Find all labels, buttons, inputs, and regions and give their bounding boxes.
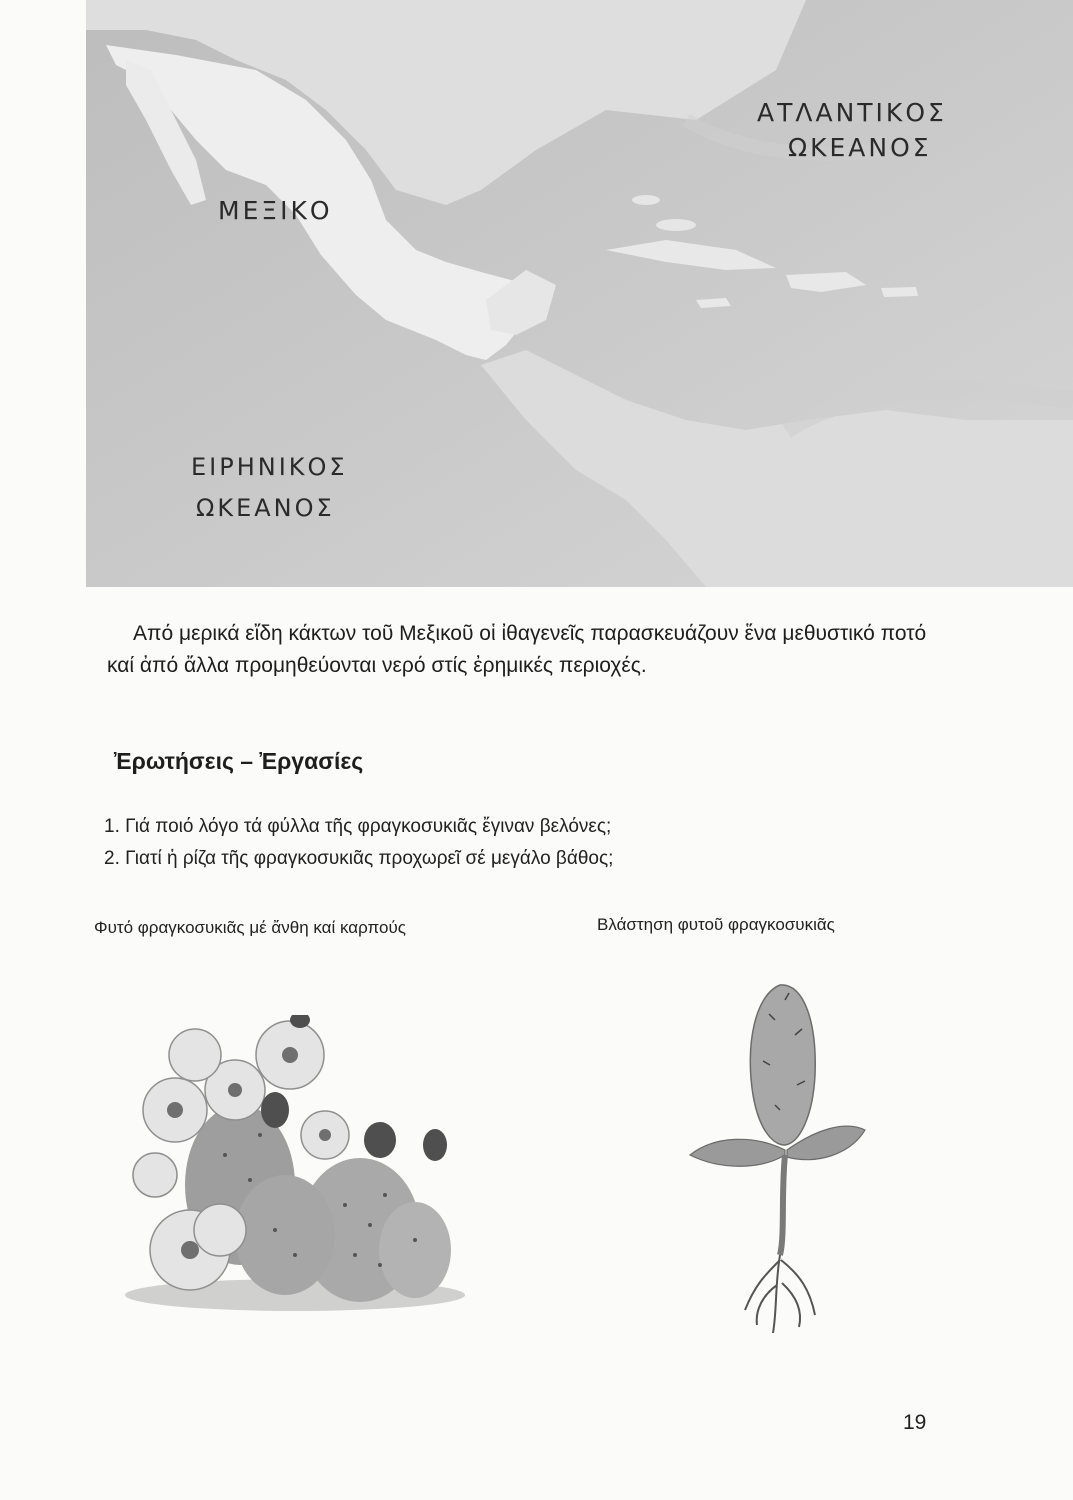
map-label-pacific-line2: ΩΚΕΑΝΟΣ [196, 494, 335, 522]
cactus-figure-caption: Φυτό φραγκοσυκιᾶς μέ ἄνθη καί καρπούς [94, 918, 406, 937]
map-label-atlantic-line2: ΩΚΕΑΝΟΣ [788, 133, 932, 162]
page-number: 19 [903, 1411, 927, 1434]
question-item: 1. Γιά ποιό λόγο τά φύλλα τῆς φραγκοσυκιᾶς ἔγιναν βελόνες; [104, 816, 612, 837]
question-item: 2. Γιατί ἡ ρίζα τῆς φραγκοσυκιᾶς προχωρεῖ σέ μεγάλο βάθος; [104, 848, 614, 869]
map-label-mexico: ΜΕΞΙΚΟ [218, 196, 333, 225]
seedling-illustration [685, 965, 875, 1335]
cactus-illustration [115, 1015, 465, 1315]
questions-heading: Ἐρωτήσεις – Ἐργασίες [114, 748, 364, 774]
puerto-rico [881, 287, 918, 297]
map-label-atlantic-line1: ΑΤΛΑΝΤΙΚΟΣ [757, 98, 947, 127]
seedling-figure-caption: Βλάστηση φυτοῦ φραγκοσυκιᾶς [597, 915, 835, 934]
questions-list [104, 811, 613, 875]
intro-paragraph: Από μερικά εἴδη κάκτων τοῦ Μεξικοῦ οἱ ἰθαγενεῖς παρασκευάζουν ἕνα μεθυστικό ποτό καί ἀπό ἄλλα προμηθεύονται νερό στίς ἐρημικές περιοχές. [107, 622, 927, 677]
map-label-pacific-line1: ΕΙΡΗΝΙΚΟΣ [191, 453, 348, 481]
